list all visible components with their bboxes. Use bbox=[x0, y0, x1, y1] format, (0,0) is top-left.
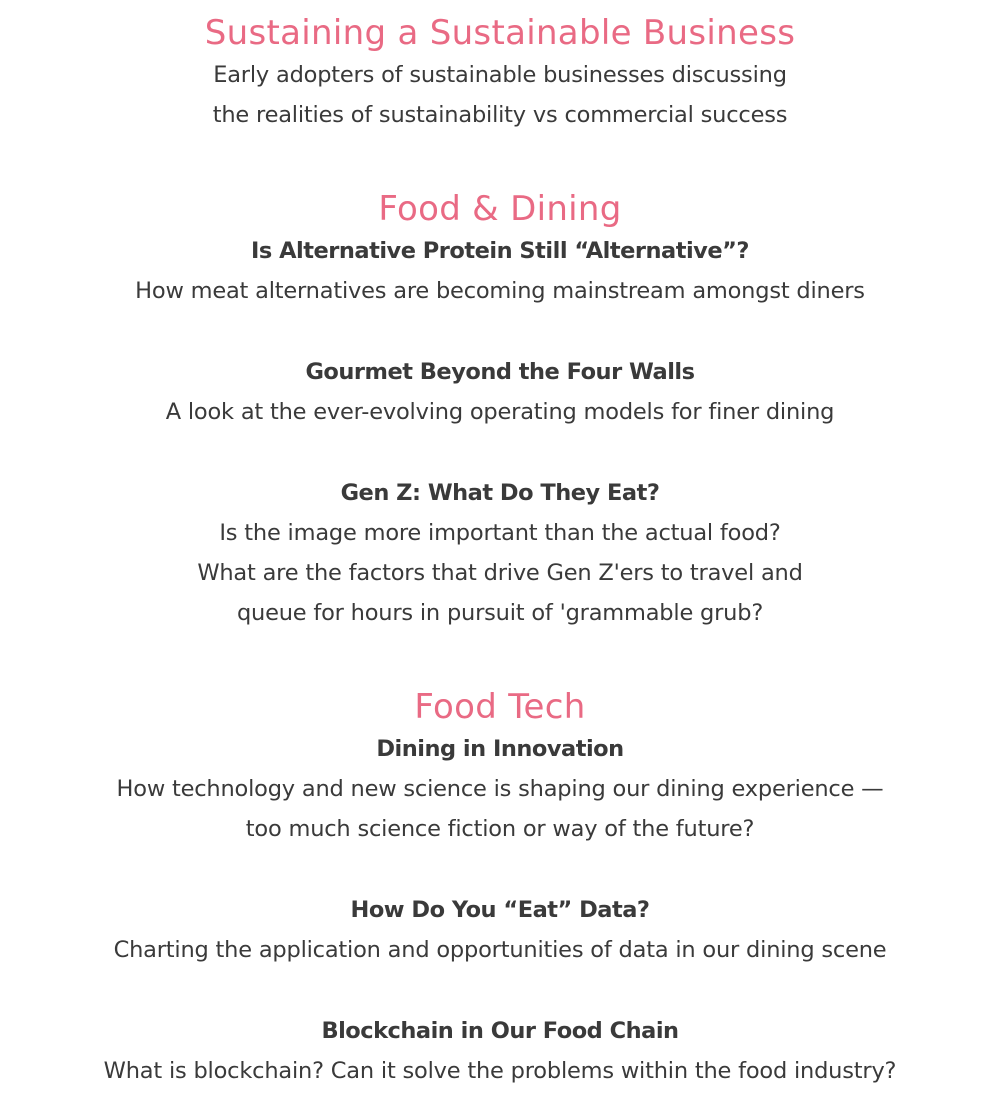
topic-title: Blockchain in Our Food Chain bbox=[321, 1018, 679, 1044]
topic-title: Is Alternative Protein Still “Alternative”? bbox=[251, 238, 749, 264]
topic-title: Dining in Innovation bbox=[376, 736, 624, 762]
topic-title: Gen Z: What Do They Eat? bbox=[340, 480, 660, 506]
section-food-tech bbox=[0, 685, 1000, 1091]
topic-description-line: A look at the ever-evolving operating models for finer dining bbox=[165, 399, 835, 425]
topic-description-line: Charting the application and opportunities of data in our dining scene bbox=[113, 937, 887, 963]
topic-description-line: How meat alternatives are becoming mainstream amongst diners bbox=[135, 278, 865, 304]
topic-dining-innovation bbox=[0, 729, 1000, 849]
topic-title: Gourmet Beyond the Four Walls bbox=[305, 359, 695, 385]
section-heading: Food Tech bbox=[414, 687, 586, 727]
topic-description-line: Early adopters of sustainable businesses discussing bbox=[213, 62, 787, 88]
topic-gourmet-beyond bbox=[0, 352, 1000, 432]
topic-description-line: the realities of sustainability vs commercial success bbox=[212, 102, 788, 128]
topic-blockchain bbox=[0, 1011, 1000, 1091]
topic-eat-data bbox=[0, 890, 1000, 970]
section-sustainability bbox=[0, 11, 1000, 135]
topic-description-line: Is the image more important than the actual food? bbox=[219, 520, 781, 546]
topic-description-line: queue for hours in pursuit of 'grammable grub? bbox=[236, 600, 764, 626]
topic-description-line: too much science fiction or way of the future? bbox=[245, 816, 755, 842]
section-heading: Food & Dining bbox=[378, 189, 622, 229]
topic-sustainability-description bbox=[0, 55, 1000, 135]
topic-description-line: What are the factors that drive Gen Z'ers to travel and bbox=[197, 560, 803, 586]
topic-description-line: What is blockchain? Can it solve the problems within the food industry? bbox=[103, 1058, 897, 1084]
section-food-dining bbox=[0, 187, 1000, 633]
topic-alternative-protein bbox=[0, 231, 1000, 311]
topic-description-line: How technology and new science is shaping our dining experience — bbox=[116, 776, 884, 802]
topic-gen-z bbox=[0, 473, 1000, 633]
section-heading: Sustaining a Sustainable Business bbox=[204, 13, 796, 53]
topic-title: How Do You “Eat” Data? bbox=[350, 897, 650, 923]
